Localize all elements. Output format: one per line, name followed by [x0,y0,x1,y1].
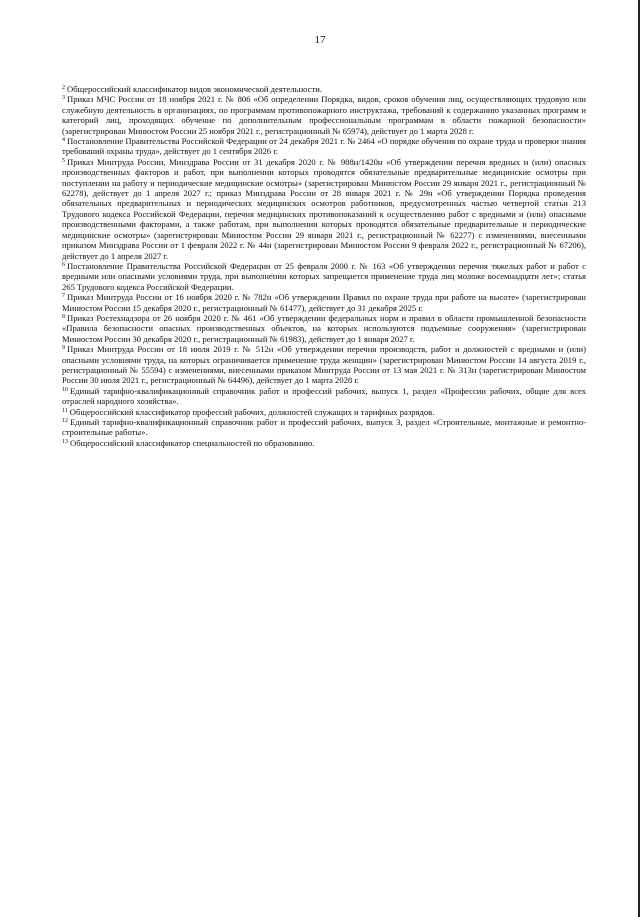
footnote-text: Общероссийский классификатор профессий рабочих, должностей служащих и тарифных разрядов. [69,406,435,417]
footnotes-list [62,84,586,448]
page-number: 17 [314,34,326,46]
footnote [62,292,586,313]
footnote-number: 12 [62,418,68,424]
footnote-text: Постановление Правительства Российской Федерации от 25 февраля 2000 г. № 163 «Об утверждении перечня тяжелых работ и работ с вредными или опасными условиями труда, при выполнении которых запрещается применение труда лиц моложе восемнадцати лет»; статья 265 Трудового кодекса Российской Федерации. [62,260,586,292]
footnote [62,136,586,157]
footnote-number: 2 [62,85,65,91]
footnote [62,84,586,94]
footnote [62,417,586,438]
footnote-text: Единый тарифно-квалификационный справочник работ и профессий рабочих, выпуск 3, раздел «Строительные, монтажные и ремонтно-строительные работы». [62,417,586,438]
footnote-text: Приказ МЧС России от 18 ноября 2021 г. № 806 «Об определении Порядка, видов, сроков обучения лиц, осуществляющих трудовую или служебную деятельность в организациях, по программам противопожарного инструктажа, требований к содержанию указанных программ и категорий лиц, проходящих обучение по дополнительным профессиональным программам в области пожарной безопасности» (зарегистрирован Минюстом России 25 ноября 2021 г., регистрационный № 65974), действует до 1 марта 2028 г. [62,94,586,136]
footnote [62,157,586,261]
footnote-number: 4 [62,137,65,144]
footnote-text: Приказ Минтруда России от 18 июля 2019 г. № 512н «Об утверждении перечня производств, работ и должностей с вредными и (или) опасными условиями труда, на которых ограничивается применение труда женщин» (зарегистрирован Минюстом России 14 августа 2019 г., регистрационный № 55594) с изменениями, внесенными приказом Минтруда России от 13 мая 2021 г. № 313н (зарегистрирован Минюстом России 30 июля 2021 г., регистрационный № 64496), действует до 1 марта 2028 г. [62,344,586,386]
footnote-number: 10 [62,386,68,393]
footnote-number: 3 [62,95,65,102]
footnote [62,386,586,407]
footnote-number: 6 [62,261,65,268]
footnote-text: Приказ Минтруда России, Минздрава России от 31 декабря 2020 г. № 988н/1420н «Об утверждении перечня вредных и (или) опасных производственных факторов и работ, при выполнении которых проводятся обязательные предварительные медицинские осмотры при поступлении на работу и периодические медицинские осмотры» (зарегистрирован Минюстом России 29 января 2021 г., регистрационный № 62278), действует до 1 апреля 2027 г.; приказ Минздрава России от 28 января 2021 г. № 29н «Об утверждении Порядка проведения обязательных предварительных и периодических медицинских осмотров работников, предусмотренных частью четвертой статьи 213 Трудового кодекса Российской Федерации, перечня медицинских противопоказаний к осуществлению работ с вредными и (или) опасными производственными факторами, а также работам, при выполнении которых проводятся обязательные предварительные и периодические медицинские осмотры» (зарегистрирован Минюстом России 29 января 2021 г., регистрационный № 62277) с изменениями, внесенными приказом Минздрава России от 1 февраля 2022 г. № 44н (зарегистрирован Минюстом России 9 февраля 2022 г., регистрационный № 67206), действует до 1 апреля 2027 г. [62,156,586,261]
footnote-text: Общероссийский классификатор специальностей по образованию. [70,437,315,448]
footnote [62,438,586,448]
footnote [62,261,586,292]
footnote [62,344,586,386]
footnote-text: Постановление Правительства Российской Федерации от 24 декабря 2021 г. № 2464 «О порядке обучения по охране труда и проверки знания требований охраны труда», действует до 1 сентября 2026 г. [62,136,586,157]
footnote-text: Приказ Минтруда России от 16 ноября 2020 г. № 782н «Об утверждении Правил по охране труда при работе на высоте» (зарегистрирован Минюстом России 15 декабря 2020 г., регистрационный № 61477), действует до 31 декабря 2025 г. [62,292,586,313]
footnote-text: Единый тарифно-квалификационный справочник работ и профессий рабочих, выпуск 1, раздел «Профессии рабочих, общие для всех отраслей народного хозяйства». [62,385,586,407]
footnote [62,407,586,417]
footnote-number: 7 [62,293,65,300]
footnote-number: 5 [62,157,65,164]
footnote [62,94,586,136]
footnote [62,313,586,344]
footnote-number: 13 [62,438,68,445]
footnote-text: Приказ Ростехнадзора от 26 ноября 2020 г. № 461 «Об утверждении федеральных норм и правил в области промышленной безопасности «Правила безопасности опасных производственных объектов, на которых используются подъемные сооружения» (зарегистрирован Минюстом России 30 декабря 2020 г., регистрационный № 61983), действует до 1 января 2027 г. [62,312,586,344]
footnote-number: 9 [62,345,65,352]
footnote-text: Общероссийский классификатор видов экономической деятельности. [67,84,322,94]
footnote-number: 11 [62,407,68,414]
footnote-number: 8 [62,313,65,320]
